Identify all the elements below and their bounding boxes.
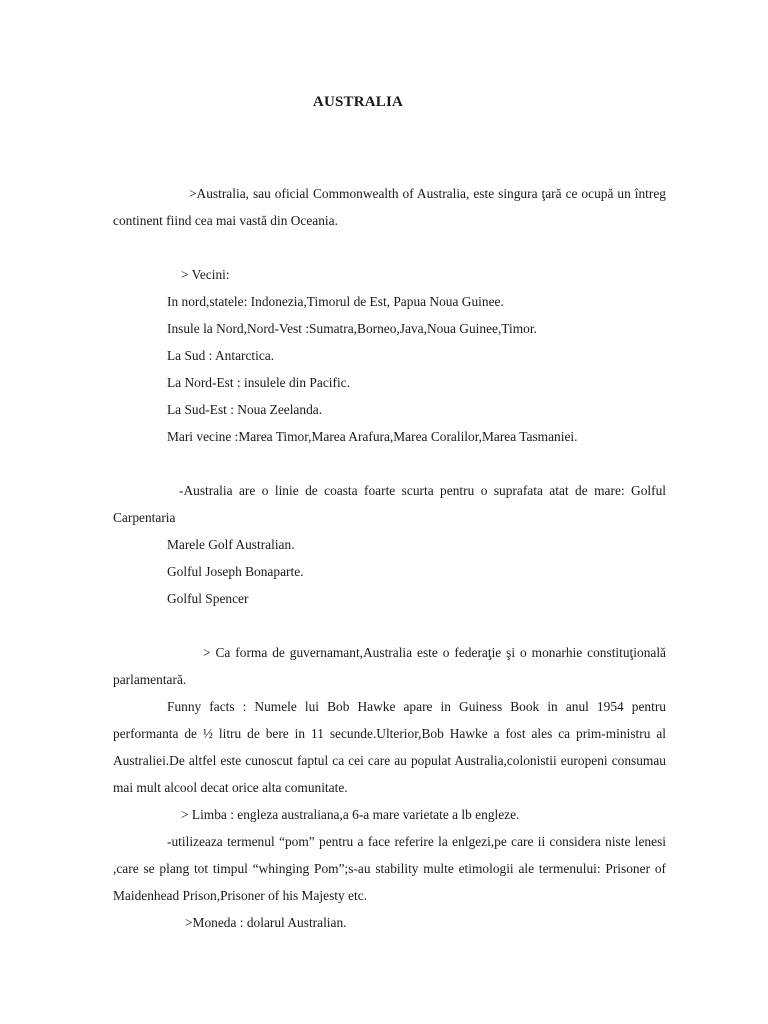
pom-paragraph: -utilizeaza termenul “pom” pentru a face referire la enlgezi,pe care ii considera niste lenesi ,care se plang tot timpul “whinging Pom”;s-au stability multe etimologii ale termenului: Prisoner of Maidenhead Prison,Prisoner of his Majesty etc. [113, 834, 666, 903]
neighbor-item: In nord,statele: Indonezia,Timorul de Est, Papua Noua Guinee. [167, 294, 504, 309]
currency-paragraph: >Moneda : dolarul Australian. [185, 915, 347, 930]
funny-facts-paragraph: Funny facts : Numele lui Bob Hawke apare in Guiness Book in anul 1954 pentru performanta de ½ litru de bere in 11 secunde.Ulterior,Bob Hawke a fost ales ca prim-ministru al Australiei.De altfel este cunoscut faptul ca cei care au populat Australia,colonistii europeni consumau mai mult alcool decat orice alta comunitate. [113, 699, 666, 795]
neighbor-item: Insule la Nord,Nord-Vest :Sumatra,Borneo,Java,Noua Guinee,Timor. [167, 321, 537, 336]
document-body [113, 180, 666, 936]
intro-paragraph: >Australia, sau oficial Commonwealth of Australia, este singura ţară ce ocupă un întreg continent fiind cea mai vastă din Oceania. [113, 186, 666, 228]
neighbor-item: Mari vecine :Marea Timor,Marea Arafura,Marea Coralilor,Marea Tasmaniei. [167, 429, 578, 444]
gulf-item: Golful Spencer [167, 591, 249, 606]
page-title: AUSTRALIA [312, 94, 404, 110]
neighbor-item: La Sud-Est : Noua Zeelanda. [167, 402, 323, 417]
government-paragraph: > Ca forma de guvernamant,Australia este o federaţie şi o monarhie constituţională parlamentară. [113, 645, 666, 687]
neighbors-heading: > Vecini: [181, 267, 230, 282]
neighbor-item: La Sud : Antarctica. [167, 348, 275, 363]
gulf-item: Golful Joseph Bonaparte. [167, 564, 304, 579]
coast-paragraph: -Australia are o linie de coasta foarte scurta pentru o suprafata atat de mare: Golful Carpentaria [113, 483, 666, 525]
gulf-item: Marele Golf Australian. [167, 537, 295, 552]
neighbor-item: La Nord-Est : insulele din Pacific. [167, 375, 350, 390]
language-paragraph: > Limba : engleza australiana,a 6-a mare varietate a lb engleze. [181, 807, 520, 822]
